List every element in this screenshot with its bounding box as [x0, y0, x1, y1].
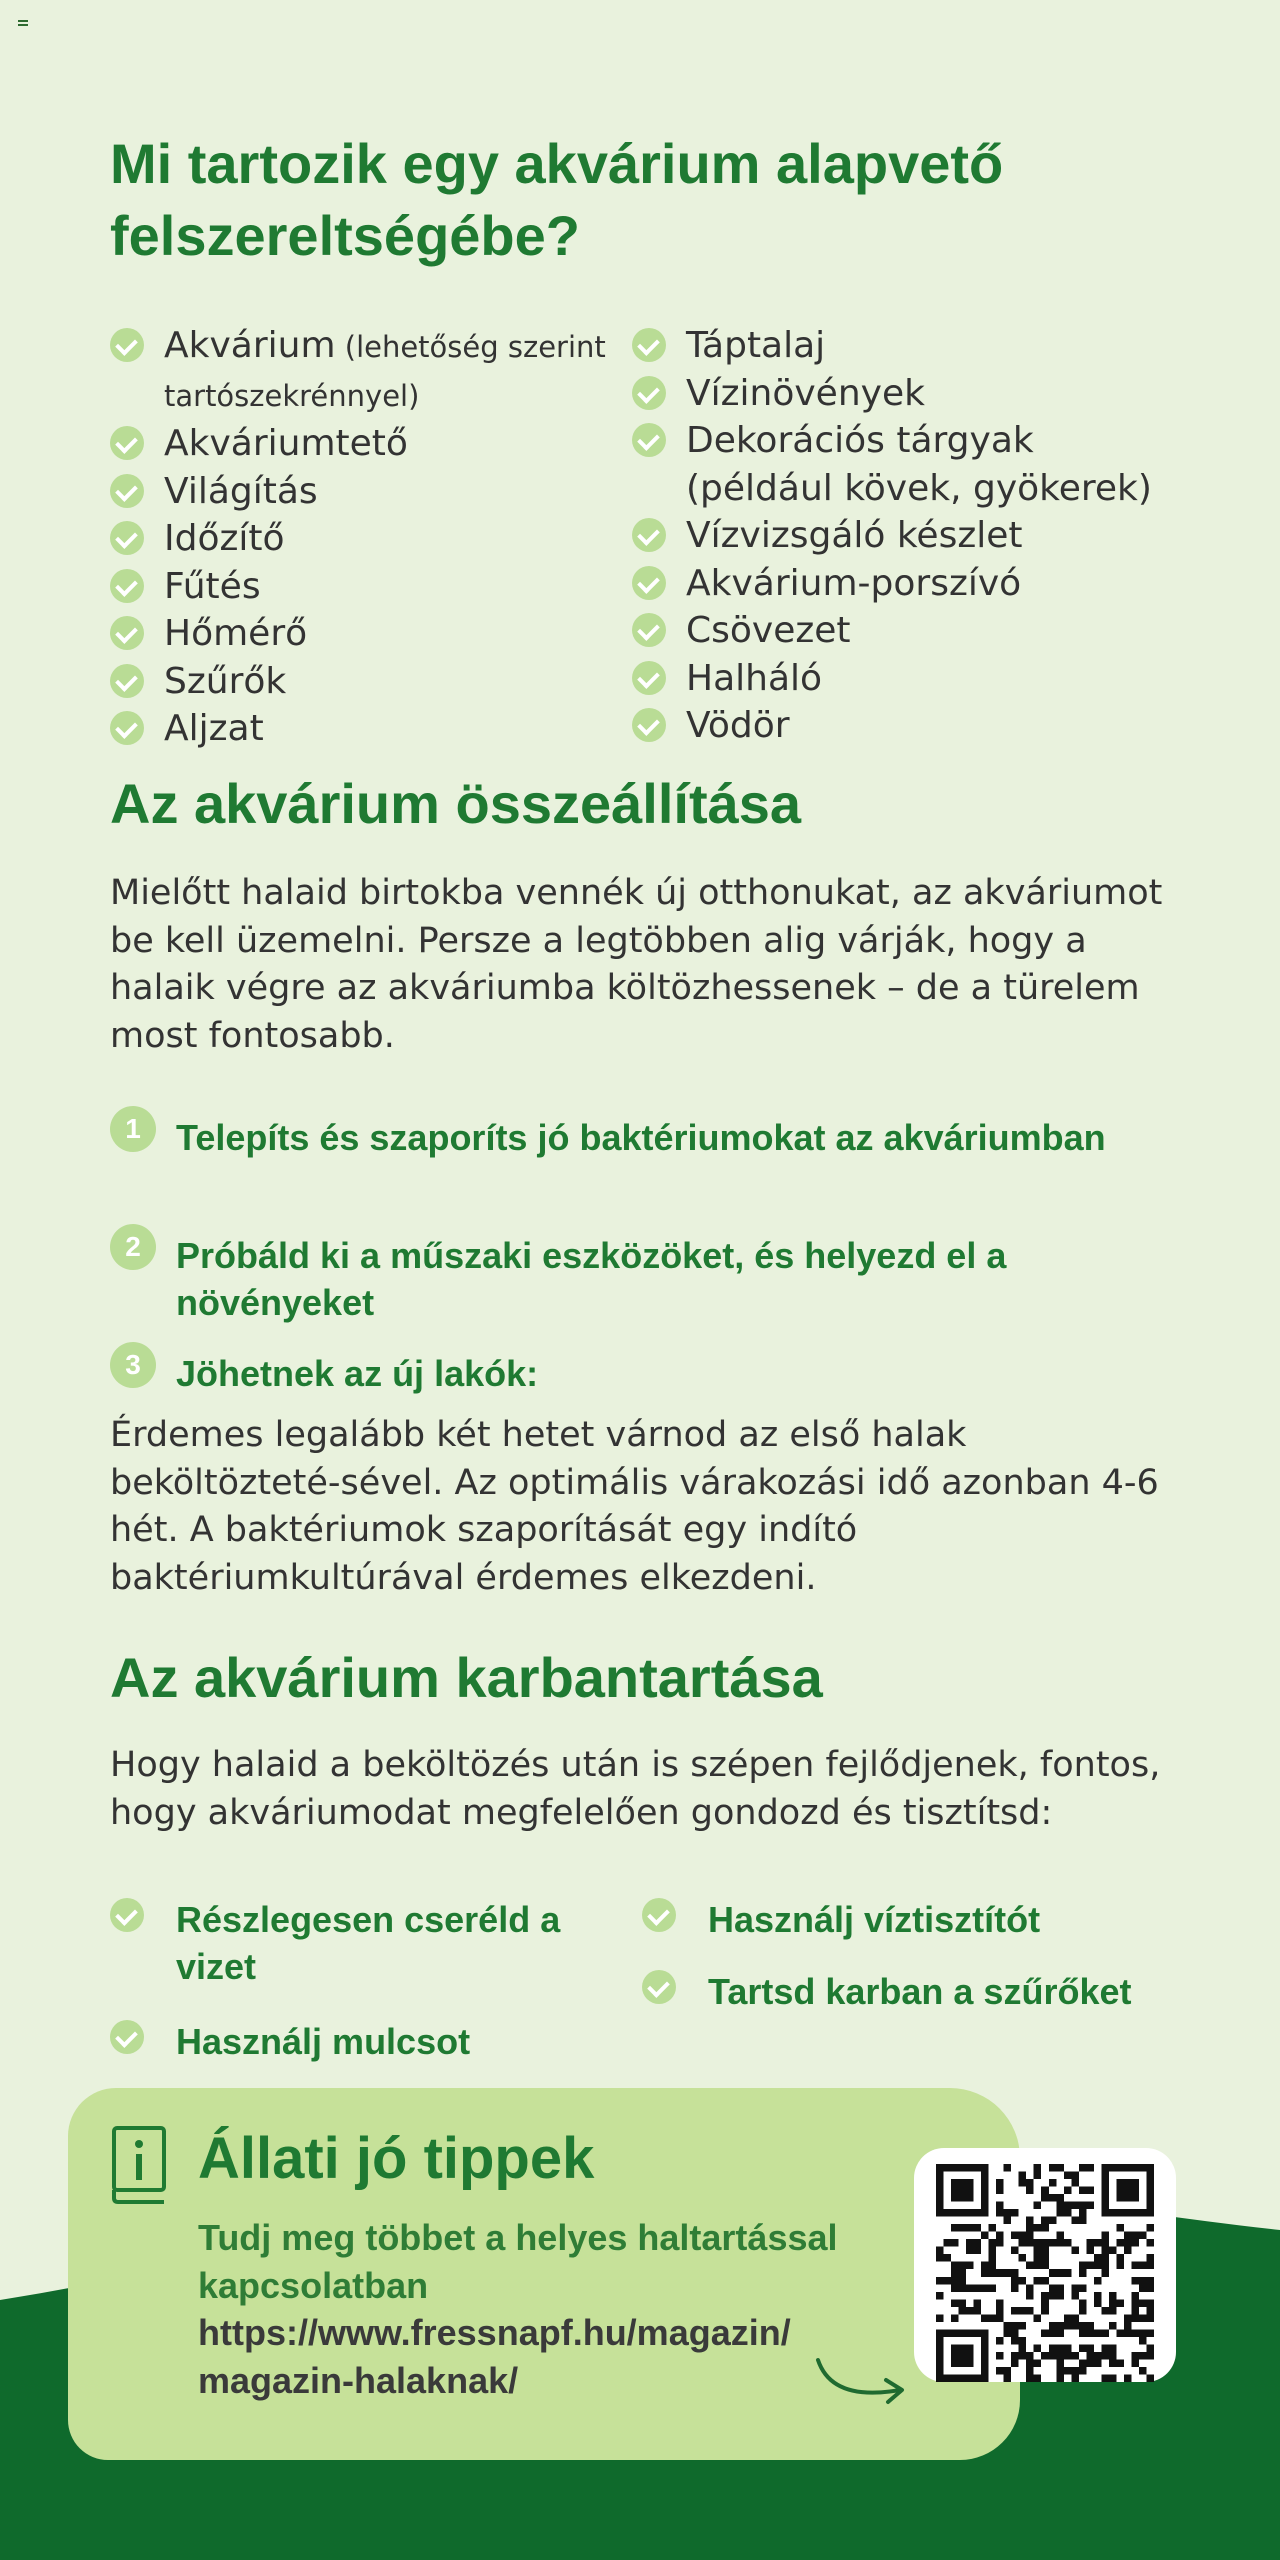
step-1: [110, 1106, 1110, 1206]
list-item: Táptalaj: [632, 322, 1172, 370]
check-icon: [632, 708, 666, 742]
list-item: Fűtés: [110, 563, 610, 611]
list-item: Akváriumtető: [110, 420, 610, 468]
care-item: Használj víztisztítót: [642, 1896, 1202, 1943]
page-title: Mi tartozik egy akvárium alapvető felszereltségébe?: [110, 132, 1004, 267]
list-item: Szűrők: [110, 658, 610, 706]
list-item: Csövezet: [632, 607, 1172, 655]
list-item: Vízinövények: [632, 370, 1172, 418]
step-text: Próbáld ki a műszaki eszközöket, és helyezd el a növényeket: [176, 1235, 1007, 1323]
tips-title: Állati jó tippek: [198, 2126, 595, 2191]
check-icon: [642, 1970, 676, 2004]
step-text: Telepíts és szaporíts jó baktériumokat az akváriumban: [176, 1117, 1106, 1158]
list-item: Aljzat: [110, 705, 610, 753]
step-2: [110, 1224, 1110, 1324]
list-item: Vödör: [632, 702, 1172, 750]
equipment-list-right: [632, 322, 1172, 750]
qr-code[interactable]: [936, 2164, 1154, 2382]
step-number: 3: [110, 1342, 156, 1388]
check-icon: [632, 566, 666, 600]
check-icon: [632, 328, 666, 362]
list-item: Halháló: [632, 655, 1172, 703]
maintenance-intro: Hogy halaid a beköltözés után is szépen fejlődjenek, fontos, hogy akváriumodat megfelelően gondozd és tisztítsd:: [110, 1745, 1161, 1833]
tips-url[interactable]: https://www.fressnapf.hu/magazin/ magazin-halaknak/: [198, 2312, 791, 2401]
check-icon: [110, 569, 144, 603]
step-number: 2: [110, 1224, 156, 1270]
care-item: Részlegesen cseréld a vizet: [110, 1896, 590, 1990]
step-3: [110, 1342, 1110, 1402]
equipment-list-left: [110, 322, 610, 753]
check-icon: [110, 711, 144, 745]
list-item: Akvárium (lehetőség szerint tartószekrénnyel): [110, 322, 610, 420]
check-icon: [110, 474, 144, 508]
check-icon: [110, 426, 144, 460]
arrow-icon: [812, 2350, 912, 2410]
check-icon: [642, 1898, 676, 1932]
care-item: Használj mulcsot: [110, 2018, 590, 2065]
check-icon: [632, 613, 666, 647]
check-icon: [110, 664, 144, 698]
check-icon: [110, 2020, 144, 2054]
list-item: Akvárium-porszívó: [632, 560, 1172, 608]
setup-heading: Az akvárium összeállítása: [110, 772, 802, 835]
setup-intro: Mielőtt halaid birtokba vennék új otthonukat, az akváriumot be kell üzemelni. Persze a legtöbben alig várják, hogy a halaik végre az akváriumba költözhessenek – de a türelem most fontosabb.: [110, 873, 1163, 1056]
step-text: Jöhetnek az új lakók:: [176, 1353, 539, 1394]
check-icon: [110, 616, 144, 650]
book-info-icon: [108, 2124, 170, 2204]
care-item: Tartsd karban a szűrőket: [642, 1968, 1202, 2015]
check-icon: [110, 328, 144, 362]
list-item: Dekorációs tárgyak (például kövek, gyökerek): [632, 417, 1172, 512]
step-number: 1: [110, 1106, 156, 1152]
check-icon: [110, 521, 144, 555]
check-icon: [632, 376, 666, 410]
step-3-body: Érdemes legalább két hetet várnod az első halak beköltözteté-sével. Az optimális várakozási idő azonban 4-6 hét. A baktériumok szaporítását egy indító baktériumkultúrával érdemes elkezdeni.: [110, 1415, 1159, 1598]
check-icon: [110, 1898, 144, 1932]
check-icon: [632, 661, 666, 695]
list-item: Világítás: [110, 468, 610, 516]
list-item: Vízvizsgáló készlet: [632, 512, 1172, 560]
tips-text: Tudj meg többet a helyes haltartással kapcsolatban: [198, 2217, 838, 2306]
check-icon: [632, 423, 666, 457]
list-item: Hőmérő: [110, 610, 610, 658]
check-icon: [632, 518, 666, 552]
list-item: Időzítő: [110, 515, 610, 563]
maintenance-heading: Az akvárium karbantartása: [110, 1646, 823, 1709]
